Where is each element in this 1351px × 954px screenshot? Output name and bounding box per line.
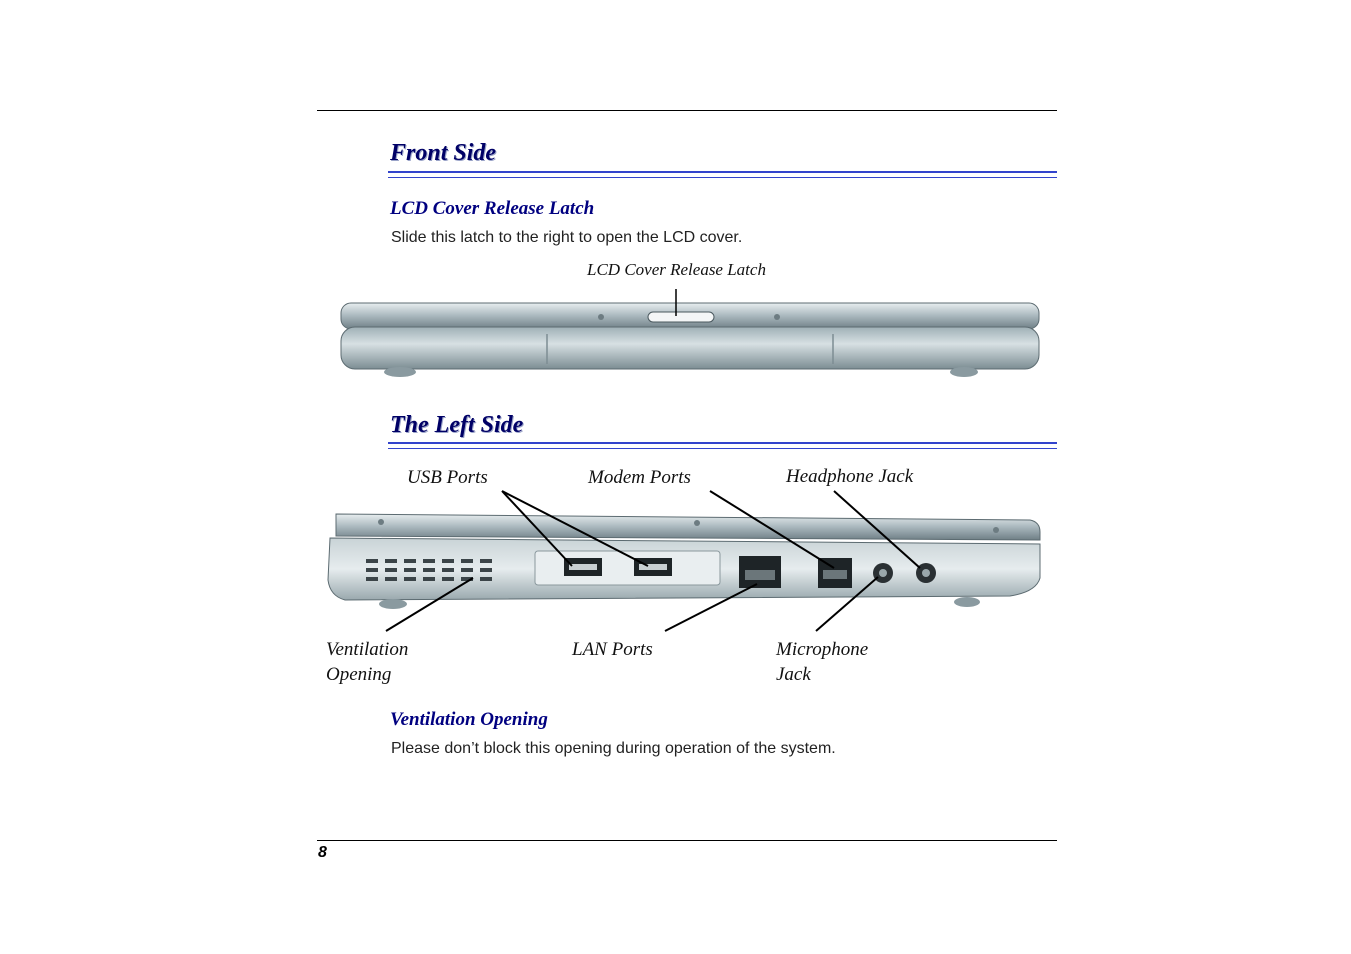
page-number: 8 <box>318 844 327 861</box>
microphone-label-line1: Microphone <box>776 639 869 660</box>
modem-ports-label: Modem Ports <box>588 467 691 488</box>
lan-ports-label: LAN Ports <box>572 639 653 660</box>
ventilation-subheading: Ventilation Opening <box>390 709 548 730</box>
lcd-latch <box>648 312 714 322</box>
left-side-laptop-image <box>328 514 1040 609</box>
front-laptop-image <box>341 303 1039 377</box>
usb-ports-label: USB Ports <box>407 467 488 488</box>
left-side-heading-rule <box>388 442 1057 449</box>
front-side-heading: Front Side <box>390 140 497 166</box>
headphone-jack-label: Headphone Jack <box>786 466 914 487</box>
ventilation-label-line1: Ventilation <box>326 639 409 660</box>
lcd-latch-figure-label: LCD Cover Release Latch <box>587 260 766 279</box>
left-side-heading: The Left Side <box>390 412 524 438</box>
microphone-label-line2: Jack <box>776 664 811 685</box>
bottom-rule <box>317 840 1057 841</box>
ventilation-label-line2: Opening <box>326 664 392 685</box>
lcd-latch-description: Slide this latch to the right to open the LCD cover. <box>391 229 743 246</box>
ventilation-description: Please don’t block this opening during operation of the system. <box>391 740 836 757</box>
lcd-latch-subheading: LCD Cover Release Latch <box>390 198 595 219</box>
